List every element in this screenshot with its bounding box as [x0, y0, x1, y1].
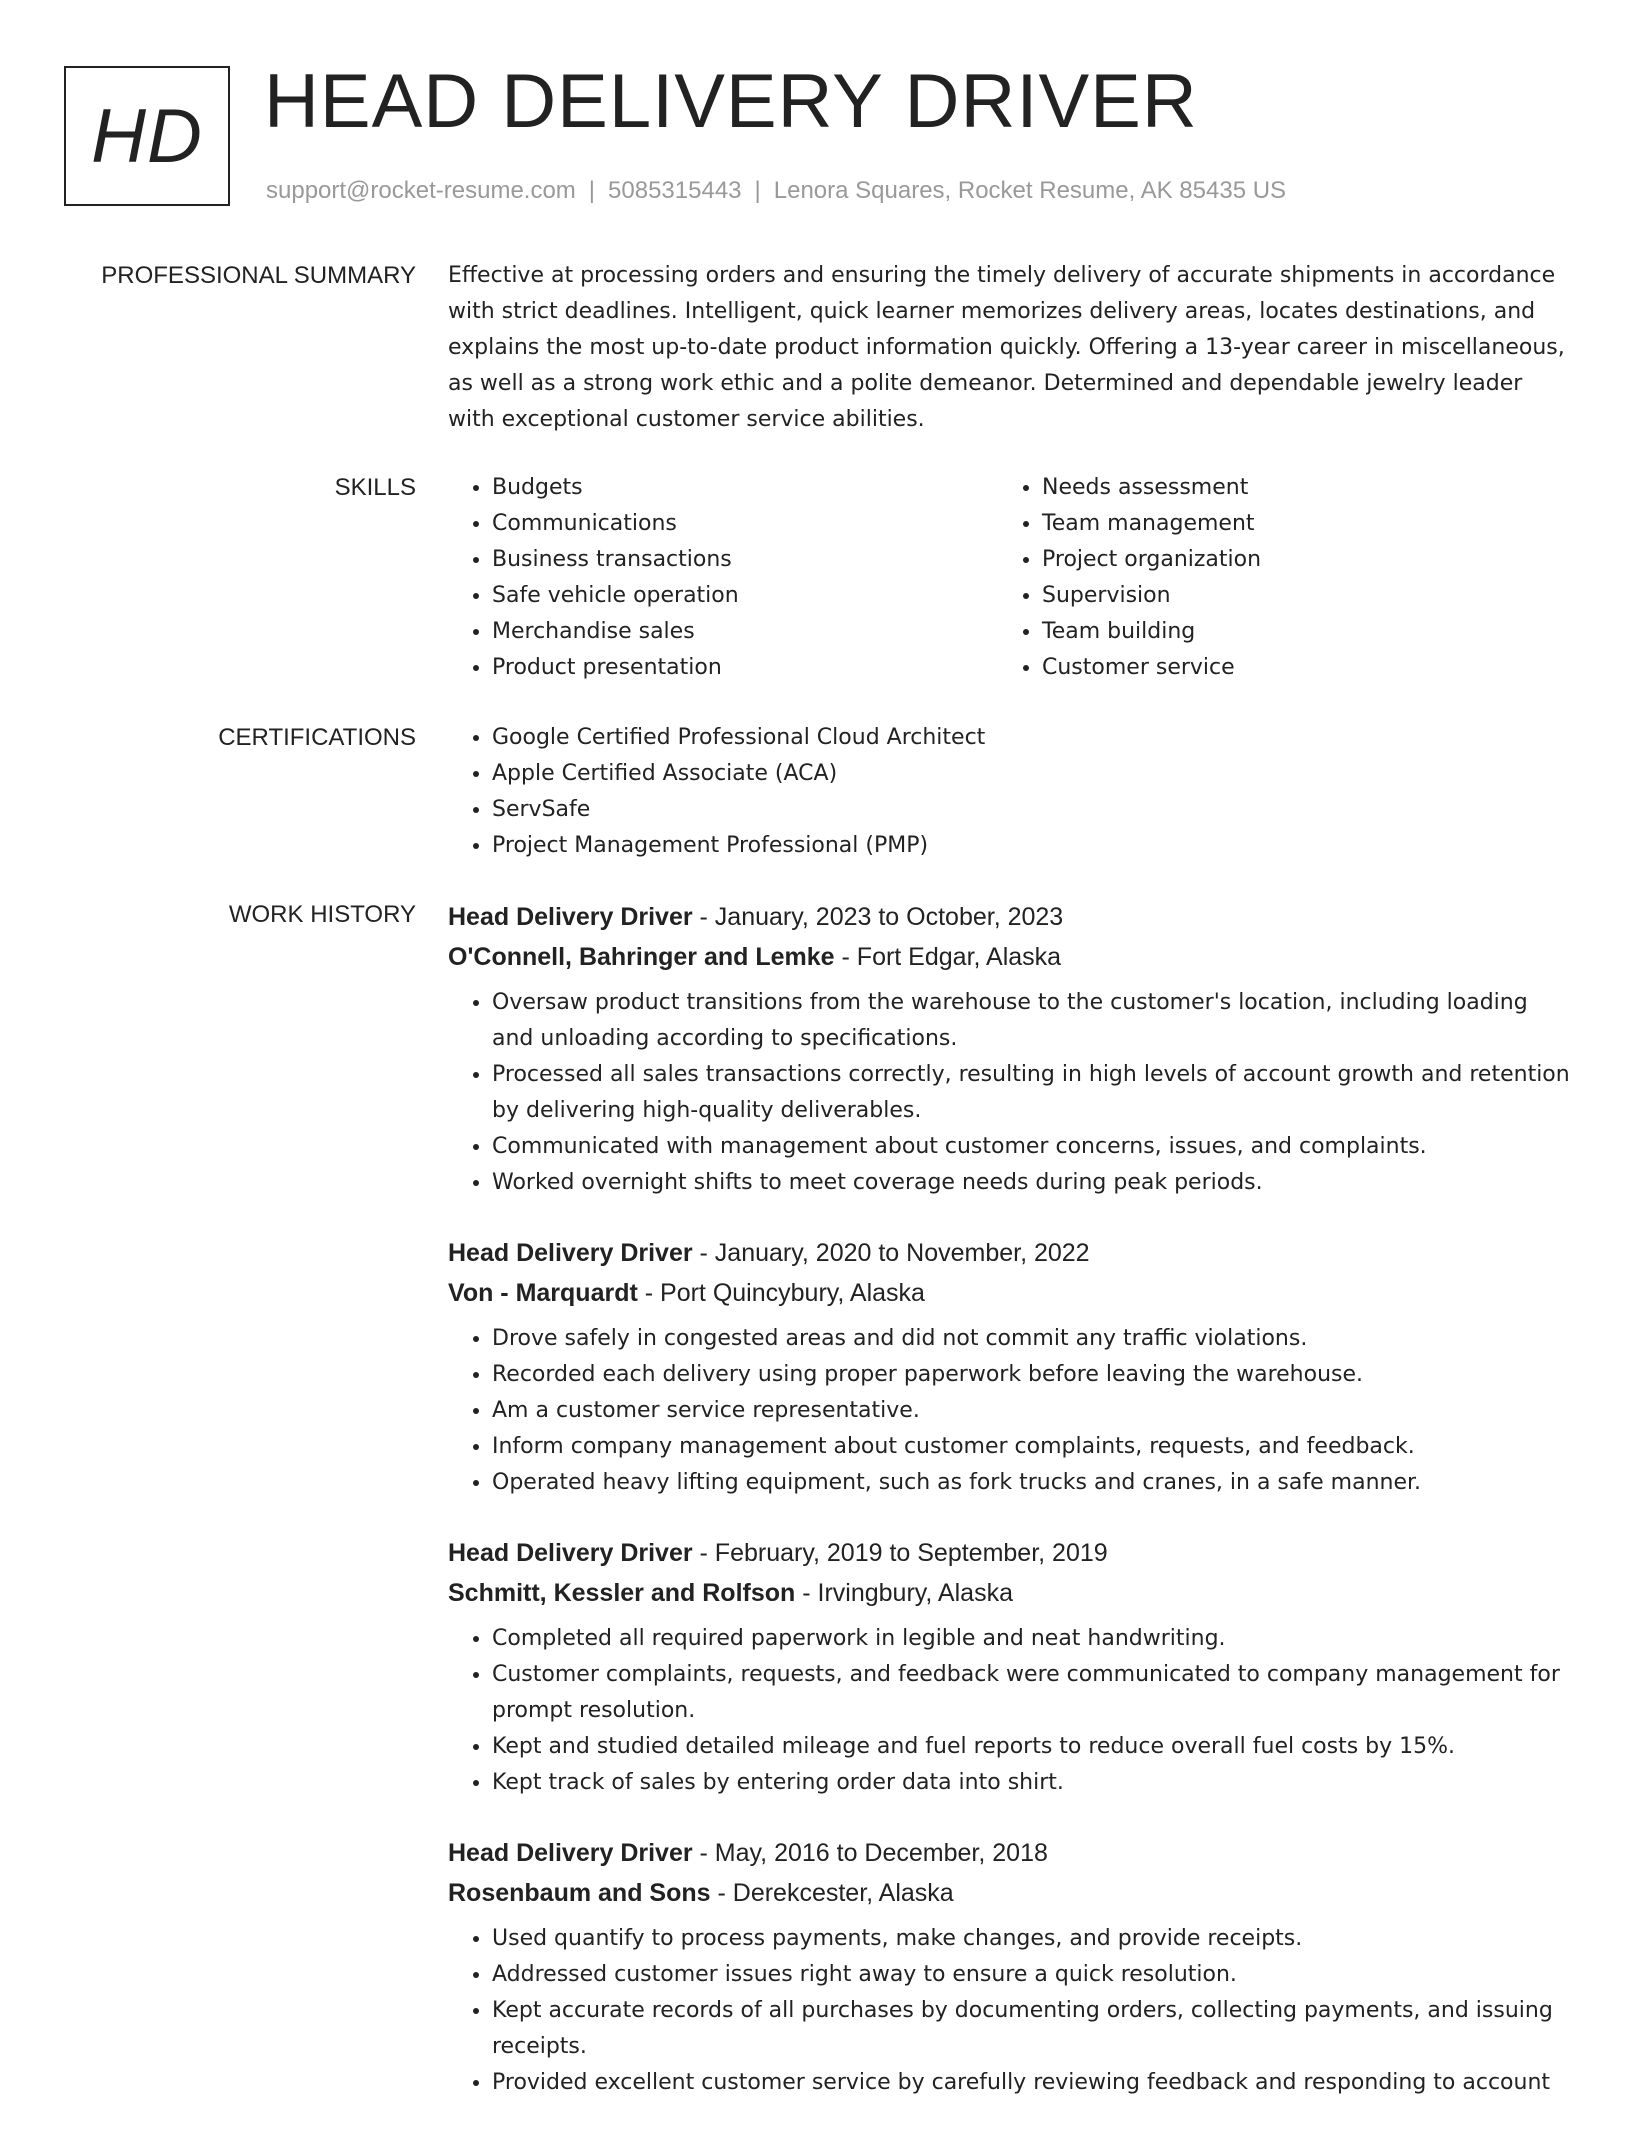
job-title: Head Delivery Driver: [448, 1239, 693, 1267]
contact-address: Lenora Squares, Rocket Resume, AK 85435 US: [773, 177, 1287, 204]
job-bullet: • Operated heavy lifting equipment, such as fork trucks and cranes, in a safe manner.: [492, 1465, 1572, 1501]
skill-item: • Customer service: [1042, 650, 1548, 686]
job-company: Rosenbaum and Sons: [448, 1879, 711, 1907]
job-bullet: • Oversaw product transitions from the warehouse to the customer's location, including loading and unloading according to specifications.: [492, 985, 1572, 1057]
job-company-line: [448, 1873, 1572, 1913]
job-company-line: [448, 1273, 1572, 1313]
job-bullet: • Customer complaints, requests, and feedback were communicated to company management for prompt resolution.: [492, 1657, 1572, 1729]
job-title-line: [448, 1533, 1572, 1573]
skill-item: • Merchandise sales: [492, 614, 998, 650]
job-bullet: • Inform company management about customer complaints, requests, and feedback.: [492, 1429, 1572, 1465]
job-title: Head Delivery Driver: [448, 903, 693, 931]
job-bullet: • Kept track of sales by entering order data into shirt.: [492, 1765, 1572, 1801]
job-entry: [448, 897, 1572, 1201]
job-bullet: • Communicated with management about customer concerns, issues, and complaints.: [492, 1129, 1572, 1165]
job-bullet: • Recorded each delivery using proper paperwork before leaving the warehouse.: [492, 1357, 1572, 1393]
job-company: Schmitt, Kessler and Rolfson: [448, 1579, 796, 1607]
job-title: Head Delivery Driver: [448, 1839, 693, 1867]
certification-item: • Google Certified Professional Cloud Architect: [492, 720, 1572, 756]
contact-email[interactable]: support@rocket-resume.com: [266, 177, 576, 204]
skill-item: • Product presentation: [492, 650, 998, 686]
job-bullet: • Kept and studied detailed mileage and fuel reports to reduce overall fuel costs by 15%.: [492, 1729, 1572, 1765]
skill-item: • Team management: [1042, 506, 1548, 542]
skills-column-left: [448, 470, 998, 686]
certifications-body: [448, 720, 1572, 864]
job-title-line: [448, 1833, 1572, 1873]
skill-item: • Budgets: [492, 470, 998, 506]
contact-phone[interactable]: 5085315443: [608, 177, 742, 204]
section-heading: SKILLS: [334, 474, 416, 501]
job-bullet: • Kept accurate records of all purchases by documenting orders, collecting payments, and issuing receipts.: [492, 1993, 1572, 2065]
job-bullet: • Used quantify to process payments, make changes, and provide receipts.: [492, 1921, 1572, 1957]
job-location: - Port Quincybury, Alaska: [637, 1279, 925, 1307]
job-bullet: • Am a customer service representative.: [492, 1393, 1572, 1429]
job-dates: - January, 2023 to October, 2023: [692, 903, 1064, 931]
contact-separator: |: [588, 177, 596, 204]
job-bullet: • Addressed customer issues right away to ensure a quick resolution.: [492, 1957, 1572, 1993]
job-company-line: [448, 1573, 1572, 1613]
skill-item: • Team building: [1042, 614, 1548, 650]
certification-item: • ServSafe: [492, 792, 1572, 828]
job-dates: - February, 2019 to September, 2019: [692, 1539, 1108, 1567]
section-heading: WORK HISTORY: [228, 901, 416, 928]
job-location: - Derekcester, Alaska: [710, 1879, 954, 1907]
skills-body: [448, 470, 1572, 686]
skill-item: • Project organization: [1042, 542, 1548, 578]
skill-item: • Business transactions: [492, 542, 998, 578]
resume-title: HEAD DELIVERY DRIVER: [264, 59, 1198, 144]
job-entry: [448, 1833, 1572, 2101]
work-history-body: [448, 897, 1572, 2133]
contact-line: [266, 174, 1286, 208]
job-location: - Irvingbury, Alaska: [795, 1579, 1013, 1607]
job-dates: - May, 2016 to December, 2018: [692, 1839, 1048, 1867]
summary-text: Effective at processing orders and ensuring the timely delivery of accurate shipments in accordance with strict deadlines. Intelligent, quick learner memorizes delivery areas, locates destinations, and explains the most up-to-date product information quickly. Offering a 13-year career in miscellaneous, as well as a strong work ethic and a polite demeanor. Determined and dependable jewelry leader with exceptional customer service abilities.: [448, 263, 1565, 432]
job-title-line: [448, 1233, 1572, 1273]
job-company-line: [448, 937, 1572, 977]
initials-monogram: HD: [64, 66, 230, 206]
job-bullet: • Processed all sales transactions correctly, resulting in high levels of account growth and retention by delivering high-quality deliverables.: [492, 1057, 1572, 1129]
job-company: Von - Marquardt: [448, 1279, 638, 1307]
skill-item: • Needs assessment: [1042, 470, 1548, 506]
section-heading: PROFESSIONAL SUMMARY: [101, 262, 416, 289]
job-bullet: • Drove safely in congested areas and did not commit any traffic violations.: [492, 1321, 1572, 1357]
job-location: - Fort Edgar, Alaska: [834, 943, 1062, 971]
job-entry: [448, 1233, 1572, 1501]
job-company: O'Connell, Bahringer and Lemke: [448, 943, 835, 971]
skill-item: • Supervision: [1042, 578, 1548, 614]
job-title: Head Delivery Driver: [448, 1539, 693, 1567]
skill-item: • Communications: [492, 506, 998, 542]
job-bullet: • Provided excellent customer service by carefully reviewing feedback and responding to account: [492, 2065, 1572, 2101]
section-heading: CERTIFICATIONS: [218, 724, 416, 751]
skills-column-right: [998, 470, 1548, 686]
skill-item: • Safe vehicle operation: [492, 578, 998, 614]
job-bullet: • Worked overnight shifts to meet coverage needs during peak periods.: [492, 1165, 1572, 1201]
job-bullet: • Completed all required paperwork in legible and neat handwriting.: [492, 1621, 1572, 1657]
job-entry: [448, 1533, 1572, 1801]
job-title-line: [448, 897, 1572, 937]
summary-body: [448, 258, 1572, 438]
certification-item: • Project Management Professional (PMP): [492, 828, 1572, 864]
certification-item: • Apple Certified Associate (ACA): [492, 756, 1572, 792]
contact-separator: |: [754, 177, 761, 204]
job-dates: - January, 2020 to November, 2022: [692, 1239, 1090, 1267]
